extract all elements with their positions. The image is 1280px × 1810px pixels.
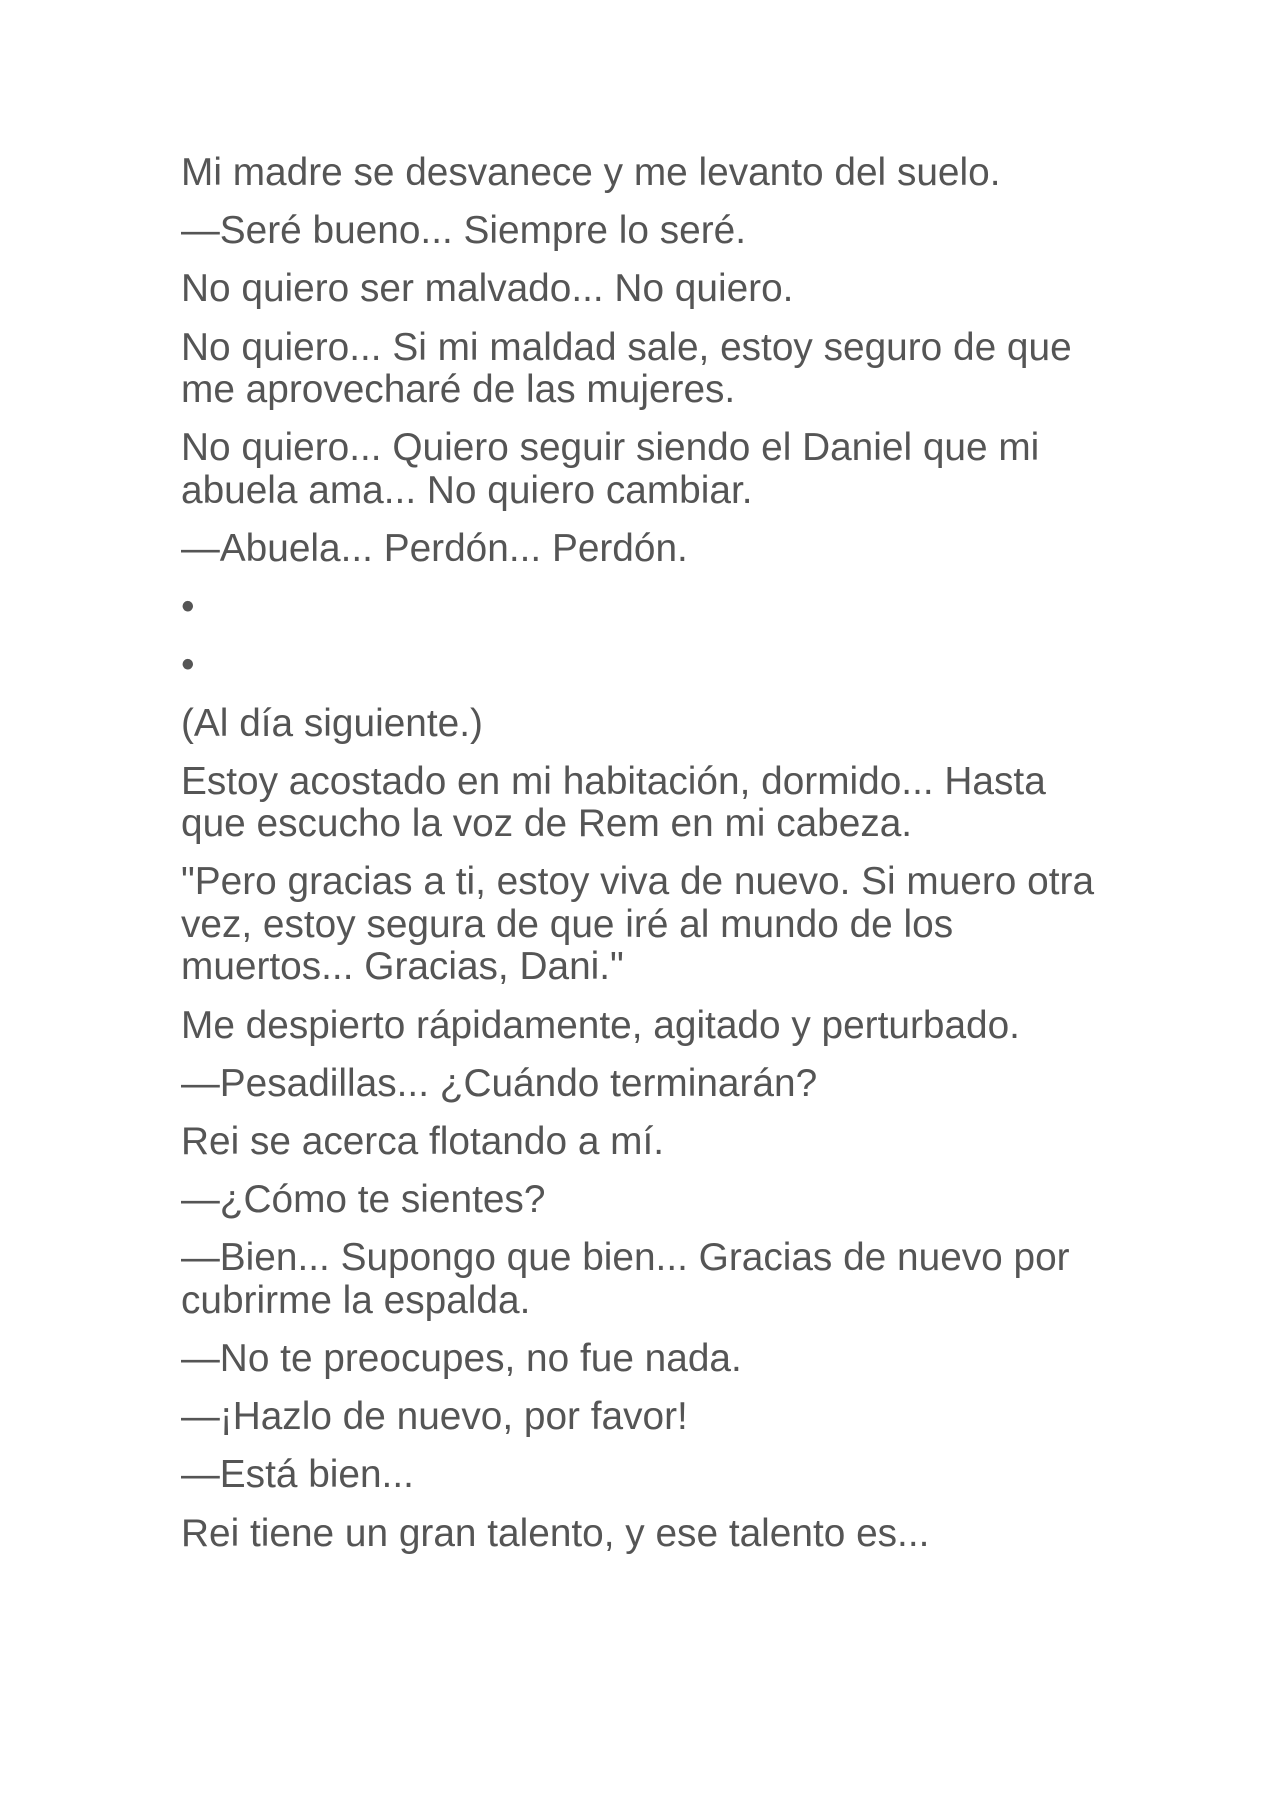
text-line: —Pesadillas... ¿Cuándo terminarán?	[181, 1061, 818, 1105]
text-line: No quiero... Quiero seguir siendo el Daniel que mi	[181, 426, 1040, 470]
paragraph	[181, 427, 1220, 512]
paragraph	[181, 1237, 1220, 1322]
paragraph	[181, 152, 1220, 195]
text-line: que escucho la voz de Rem en mi cabeza.	[181, 802, 913, 846]
text-line: —Seré bueno... Siempre lo seré.	[181, 209, 746, 253]
paragraph	[181, 1396, 1220, 1439]
text-line: —¡Hazlo de nuevo, por favor!	[181, 1395, 688, 1439]
text-line: —¿Cómo te sientes?	[181, 1178, 546, 1222]
text-line: —Está bien...	[181, 1453, 414, 1497]
paragraph	[181, 210, 1220, 253]
paragraph	[181, 327, 1220, 412]
paragraph	[181, 1513, 1220, 1556]
paragraph	[181, 1179, 1220, 1222]
paragraph	[181, 268, 1220, 311]
text-line: No quiero ser malvado... No quiero.	[181, 267, 794, 311]
text-line: —No te preocupes, no fue nada.	[181, 1337, 742, 1380]
paragraph	[181, 528, 1220, 571]
text-line: (Al día siguiente.)	[181, 701, 483, 745]
text-line: Estoy acostado en mi habitación, dormido... Hasta	[181, 759, 1046, 803]
text-line: me aprovecharé de las mujeres.	[181, 368, 736, 412]
text-line: muertos... Gracias, Dani."	[181, 945, 624, 989]
text-line: abuela ama... No quiero cambiar.	[181, 468, 753, 512]
paragraph	[181, 1338, 1220, 1381]
text-line: Me despierto rápidamente, agitado y perturbado.	[181, 1003, 1020, 1047]
paragraph	[181, 1454, 1220, 1497]
text-line: Rei tiene un gran talento, y ese talento es...	[181, 1511, 930, 1555]
bullet-glyph: •	[181, 643, 195, 687]
scene-break-bullet	[181, 586, 1220, 629]
text-line: vez, estoy segura de que iré al mundo de los	[181, 902, 954, 946]
text-line: —Abuela... Perdón... Perdón.	[181, 526, 688, 570]
paragraph	[181, 1063, 1220, 1106]
text-line: Rei se acerca flotando a mí.	[181, 1119, 665, 1163]
paragraph	[181, 761, 1220, 846]
paragraph	[181, 703, 1220, 746]
text-line: cubrirme la espalda.	[181, 1278, 531, 1322]
text-line: No quiero... Si mi maldad sale, estoy seguro de que	[181, 325, 1072, 369]
paragraph	[181, 861, 1220, 989]
text-line: "Pero gracias a ti, estoy viva de nuevo. Si muero otra	[181, 860, 1095, 904]
bullet-glyph: •	[181, 585, 195, 629]
paragraph	[181, 1005, 1220, 1048]
paragraph	[181, 1121, 1220, 1164]
text-line: —Bien... Supongo que bien... Gracias de nuevo por	[181, 1236, 1070, 1280]
scene-break-bullet	[181, 644, 1220, 687]
text-line: Mi madre se desvanece y me levanto del suelo.	[181, 151, 1001, 194]
